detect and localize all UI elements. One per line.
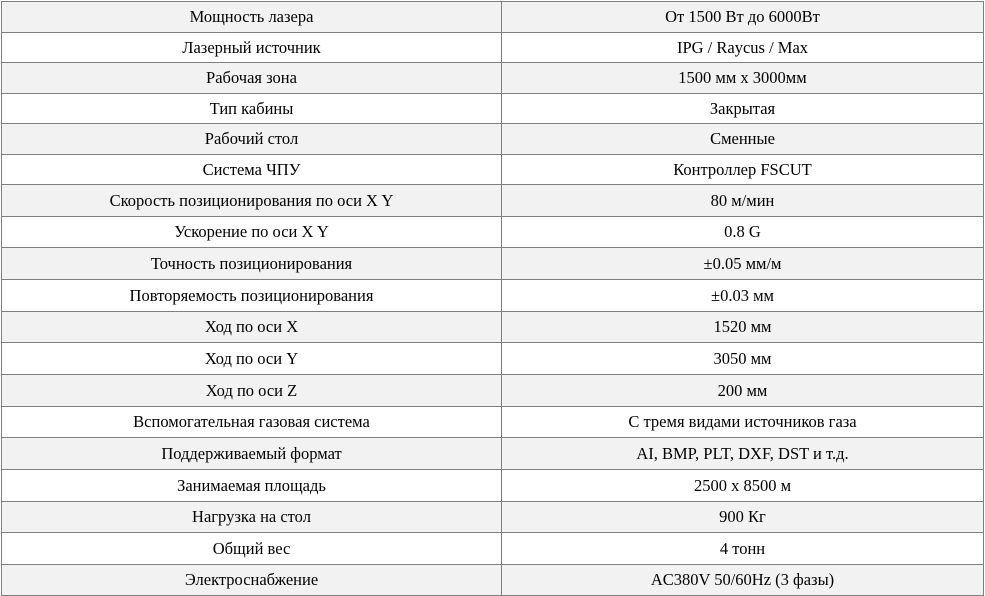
spec-name: Общий вес xyxy=(2,533,502,565)
spec-value: ±0.03 мм xyxy=(502,280,984,312)
spec-row-positioning-speed xyxy=(2,185,984,217)
spec-name: Вспомогательная газовая система xyxy=(2,407,502,438)
spec-value: От 1500 Вт до 6000Вт xyxy=(502,2,984,33)
spec-value: С тремя видами источников газа xyxy=(502,407,984,438)
spec-value: AC380V 50/60Hz (3 фазы) xyxy=(502,565,984,596)
spec-value: 0.8 G xyxy=(502,217,984,248)
spec-row-footprint xyxy=(2,470,984,502)
spec-name: Рабочий стол xyxy=(2,124,502,155)
spec-name: Тип кабины xyxy=(2,94,502,124)
spec-value: 2500 x 8500 м xyxy=(502,470,984,502)
spec-name: Мощность лазера xyxy=(2,2,502,33)
spec-row-cnc-system xyxy=(2,155,984,185)
spec-row-positioning-accuracy xyxy=(2,248,984,280)
spec-row-gas-system xyxy=(2,407,984,438)
spec-value: Сменные xyxy=(502,124,984,155)
spec-row-cabin-type xyxy=(2,94,984,124)
spec-row-laser-source xyxy=(2,33,984,63)
spec-row-acceleration xyxy=(2,217,984,248)
spec-name: Система ЧПУ xyxy=(2,155,502,185)
spec-value: 1500 мм x 3000мм xyxy=(502,63,984,94)
spec-row-table-load xyxy=(2,502,984,533)
spec-value: 80 м/мин xyxy=(502,185,984,217)
spec-name: Лазерный источник xyxy=(2,33,502,63)
spec-name: Скорость позиционирования по оси X Y xyxy=(2,185,502,217)
spec-row-power-supply xyxy=(2,565,984,596)
spec-value: 900 Кг xyxy=(502,502,984,533)
spec-value: ±0.05 мм/м xyxy=(502,248,984,280)
spec-row-z-travel xyxy=(2,375,984,407)
specifications-table-body xyxy=(2,2,984,596)
spec-name: Ход по оси X xyxy=(2,312,502,343)
spec-name: Электроснабжение xyxy=(2,565,502,596)
spec-row-x-travel xyxy=(2,312,984,343)
spec-value: Закрытая xyxy=(502,94,984,124)
spec-row-laser-power xyxy=(2,2,984,33)
spec-name: Ход по оси Z xyxy=(2,375,502,407)
spec-value: IPG / Raycus / Max xyxy=(502,33,984,63)
spec-value: 3050 мм xyxy=(502,343,984,375)
spec-row-y-travel xyxy=(2,343,984,375)
spec-row-supported-formats xyxy=(2,438,984,470)
spec-value: 4 тонн xyxy=(502,533,984,565)
spec-value: AI, BMP, PLT, DXF, DST и т.д. xyxy=(502,438,984,470)
spec-row-working-area xyxy=(2,63,984,94)
spec-row-total-weight xyxy=(2,533,984,565)
spec-value: 1520 мм xyxy=(502,312,984,343)
spec-value: Контроллер FSCUT xyxy=(502,155,984,185)
spec-name: Поддерживаемый формат xyxy=(2,438,502,470)
spec-name: Ускорение по оси X Y xyxy=(2,217,502,248)
spec-name: Занимаемая площадь xyxy=(2,470,502,502)
specifications-table xyxy=(1,1,984,596)
spec-row-repeatability xyxy=(2,280,984,312)
spec-value: 200 мм xyxy=(502,375,984,407)
spec-name: Рабочая зона xyxy=(2,63,502,94)
spec-name: Точность позиционирования xyxy=(2,248,502,280)
spec-name: Нагрузка на стол xyxy=(2,502,502,533)
spec-name: Ход по оси Y xyxy=(2,343,502,375)
spec-name: Повторяемость позиционирования xyxy=(2,280,502,312)
spec-row-work-table xyxy=(2,124,984,155)
